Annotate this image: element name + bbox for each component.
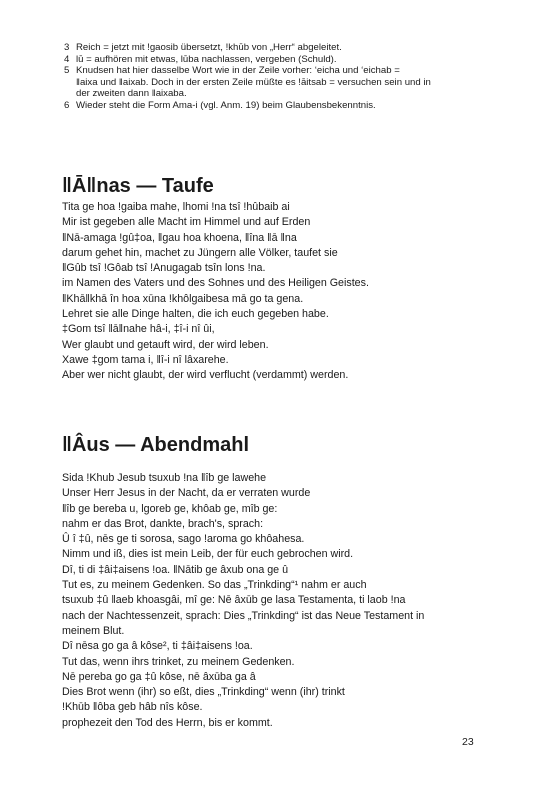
footnote-5: [64, 65, 504, 100]
section-heading-abendmahl: ǁÂus — Abendmahl: [62, 434, 250, 456]
footnote-line: lū = aufhören mit etwas, lūba nachlassen, vergeben (Schuld).: [76, 53, 337, 65]
footnote-6: [64, 100, 504, 112]
footnote-line: der zweiten dann ǁaixaba.: [76, 88, 187, 100]
text-line: Wer glaubt und getauft wird, der wird leben.: [62, 338, 269, 351]
text-line: Xawe ‡gom tama i, ǁî-i nî lâxarehe.: [62, 353, 229, 366]
footnote-text: [76, 54, 504, 66]
text-line: nach der Nachtessenzeit, sprach: Dies „Trinkding“ ist das Neue Testament in: [62, 609, 425, 622]
footnote-3: [64, 42, 504, 54]
text-line: darum gehet hin, machet zu Jüngern alle Völker, taufet sie: [62, 246, 338, 259]
text-line: ‡Gom tsî ǁāǁnahe hâ-i, ‡î-i nî ûi,: [62, 323, 215, 336]
footnote-line: ǁaixa und ǁaixab. Doch in der ersten Zeile müßte es !āitsab = versuchen sein und in: [76, 76, 431, 88]
section-heading-taufe: ǁĀǁnas — Taufe: [62, 175, 214, 197]
text-line: Lehret sie alle Dinge halten, die ich euch gegeben habe.: [62, 308, 329, 321]
text-line: tsuxub ‡û ǁaeb khoasgâi, mî ge: Nē âxūb ge lasa Testamenta, ti laob !na: [62, 594, 406, 607]
footnote-line: Reich = jetzt mit !gaosib übersetzt, !khūb von „Herr“ abgeleitet.: [76, 42, 342, 53]
section-body-abendmahl: [62, 471, 512, 731]
footnote-number: 4: [64, 53, 70, 65]
text-line: Aber wer nicht glaubt, der wird verflucht (verdammt) werden.: [62, 369, 349, 382]
page-number: 23: [462, 736, 474, 748]
text-line: ǁîb ge bereba u, lgoreb ge, khôab ge, mîb ge:: [62, 502, 278, 515]
text-line: Unser Herr Jesus in der Nacht, da er verraten wurde: [62, 487, 311, 500]
footnote-line: Knudsen hat hier dasselbe Wort wie in der Zeile vorher: ‘eicha und ‘eichab =: [76, 65, 400, 77]
footnote-text: [76, 42, 504, 54]
text-line: Tut es, zu meinem Gedenken. So das „Trinkding“¹ nahm er auch: [62, 579, 367, 592]
text-line: Tita ge hoa !gaiba mahe, lhomi !na tsî !hûbaib ai: [62, 201, 290, 213]
footnote-text: [76, 100, 504, 112]
text-line: Mir ist gegeben alle Macht im Himmel und auf Erden: [62, 216, 311, 229]
text-line: Dî nēsa go ga â kôse², ti ‡âi‡aisens !oa.: [62, 640, 253, 653]
footnotes: [64, 42, 504, 112]
text-line: Dies Brot wenn (ihr) so eßt, dies „Trinkding“ wenn (ihr) trinkt: [62, 686, 345, 699]
text-line: Tut das, wenn ihrs trinket, zu meinem Gedenken.: [62, 655, 295, 668]
footnote-number: 5: [64, 65, 70, 77]
text-line: ǁGûb tsî !Gôab tsî !Anugagab tsîn lons !na.: [62, 262, 266, 275]
footnote-line: Wieder steht die Form Ama-i (vgl. Anm. 19) beim Glaubensbekenntnis.: [76, 99, 376, 111]
text-line: prophezeit den Tod des Herrn, bis er kommt.: [62, 716, 273, 729]
text-line: Nē pereba go ga ‡û kôse, nē âxūba ga â: [62, 670, 256, 683]
text-line: Dî, ti di ‡âi‡aisens !oa. ǁNātib ge âxub ona ge û: [62, 563, 289, 576]
section-body-taufe: [62, 200, 512, 384]
footnote-text: [76, 65, 504, 100]
text-line: meinem Blut.: [62, 624, 125, 637]
footnote-4: [64, 54, 504, 66]
footnote-number: 3: [64, 42, 70, 53]
text-line: Nimm und iß, dies ist mein Leib, der für euch gebrochen wird.: [62, 548, 354, 561]
text-line: nahm er das Brot, dankte, brach's, sprach:: [62, 517, 264, 530]
text-line: ǁNā-amaga !gû‡oa, ǁgau hoa khoena, ǁîna ǁā ǁna: [62, 231, 297, 244]
text-line: Sida !Khub Jesub tsuxub !na ǁîb ge lawehe: [62, 472, 267, 484]
text-line: ǁKhāǁkhā în hoa xūna !khôlgaibesa mā go ta gena.: [62, 292, 304, 305]
text-line: !Khūb ǁôba geb hâb nîs kôse.: [62, 701, 203, 714]
text-line: im Namen des Vaters und des Sohnes und des Heiligen Geistes.: [62, 277, 369, 290]
text-line: Û î ‡û, nēs ge ti sorosa, sago !aroma go khôahesa.: [62, 533, 305, 546]
footnote-number: 6: [64, 99, 70, 111]
